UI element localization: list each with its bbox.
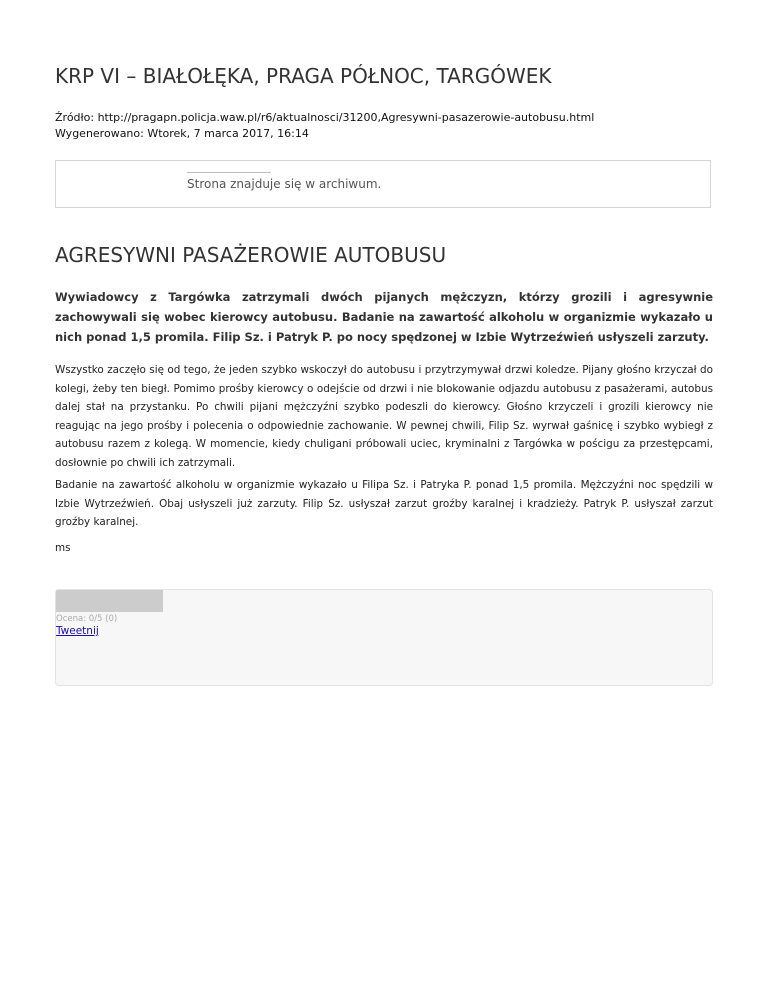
rating-stars-bar[interactable] [56,590,163,612]
archive-divider [187,172,271,173]
document-meta [55,110,594,142]
article-author: ms [55,542,71,554]
article-paragraph: Wszystko zaczęło się od tego, że jeden szybko wskoczył do autobusu i przytrzymywał drzwi koledze. Pijany głośno krzyczał do kolegi, żeby ten biegł. Pomimo prośby kierowcy o odejście od drzwi i nie blokowanie odjazdu autobusu z pasażerami, autobus dalej stał na przystanku. Po chwili pijani mężczyźni szybko podeszli do kierowcy. Głośno krzyczeli i grozili kierowcy nie reagując na jego prośby i polecenia o odpowiednie zachowanie. W pewnej chwili, Filip Sz. wyrwał gaśnicę i szybko wybiegł z autobusu razem z kolegą. W momencie, kiedy chuligani próbowali uciec, kryminalni z Targówka w pościgu za przestępcami, dosłownie po chwili ich zatrzymali. [55,364,713,469]
article-lead: Wywiadowcy z Targówka zatrzymali dwóch pijanych mężczyzn, którzy grozili i agresywnie zachowywali się wobec kierowcy autobusu. Badanie na zawartość alkoholu w organizmie wykazało u nich ponad 1,5 promila. Filip Sz. i Patryk P. po nocy spędzonej w Izbie Wytrzeźwień usłyszeli zarzuty. [55,290,713,344]
rating-panel [55,589,713,686]
tweet-link[interactable]: Tweetnij [56,625,99,637]
source-line: Źródło: http://pragapn.policja.waw.pl/r6/aktualnosci/31200,Agresywni-pasazerowie-autobusu.html [55,111,595,124]
rating-label: Ocena: 0/5 (0) [56,614,118,624]
generated-line: Wygenerowano: Wtorek, 7 marca 2017, 16:14 [55,127,309,140]
article-title: AGRESYWNI PASAŻEROWIE AUTOBUSU [55,243,447,267]
site-title: KRP VI – BIAŁOŁĘKA, PRAGA PÓŁNOC, TARGÓWEK [55,64,552,88]
article-paragraph: Badanie na zawartość alkoholu w organizmie wykazało u Filipa Sz. i Patryka P. ponad 1,5 promila. Mężczyźni noc spędzili w Izbie Wytrzeźwień. Obaj usłyszeli już zarzuty. Filip Sz. usłyszał zarzut groźby karalnej i kradzieży. Patryk P. usłyszał zarzut groźby karalnej. [55,479,713,528]
archive-notice-text: Strona znajduje się w archiwum. [187,177,382,191]
archive-notice-box [55,160,711,208]
